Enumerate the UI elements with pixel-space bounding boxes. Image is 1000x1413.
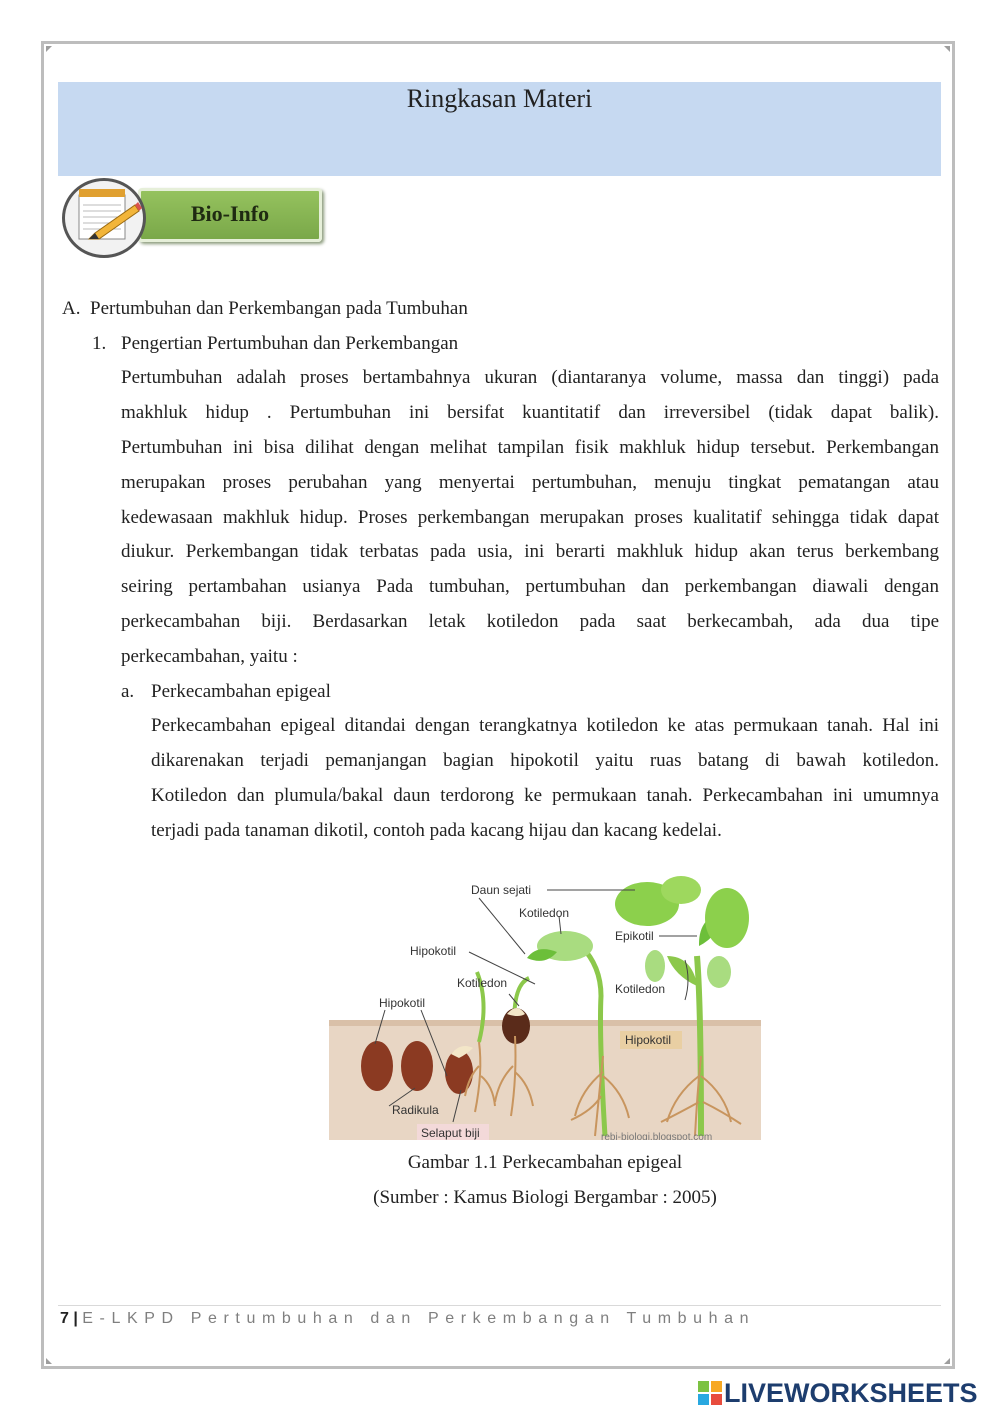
corner-mark — [944, 1358, 950, 1364]
label-daun-sejati: Daun sejati — [471, 883, 532, 897]
paragraph-line: diukur. Perkembangan tidak terbatas pada usia, ini berarti makhluk hidup akan terus berkembang — [121, 541, 939, 562]
label-hipokotil-left: Hipokotil — [379, 996, 426, 1010]
sub-heading-marker: 1. — [92, 333, 107, 354]
paragraph-line: seiring pertambahan usianya Pada tumbuhan, pertumbuhan dan perkembangan diawali dengan — [121, 576, 939, 597]
label-kotiledon-top: Kotiledon — [519, 906, 570, 920]
paragraph-line: perkecambahan biji. Berdasarkan letak kotiledon pada saat berkecambah, ada dua tipe — [121, 611, 939, 632]
figure-caption: Gambar 1.1 Perkecambahan epigeal — [407, 1152, 683, 1173]
figure-source: (Sumber : Kamus Biologi Bergambar : 2005) — [373, 1187, 717, 1208]
item-heading: Perkecambahan epigeal — [151, 681, 331, 702]
label-hipokotil-right: Hipokotil — [625, 1033, 672, 1047]
corner-mark — [46, 46, 52, 52]
item-line: dikarenakan terjadi pemanjangan bagian hipokotil yaitu ruas batang di bawah kotiledon. — [151, 750, 939, 771]
paragraph-line: makhluk hidup . Pertumbuhan ini bersifat kuantitatif dan irreversibel (tidak dapat balik). — [121, 402, 939, 423]
paragraph-line: kedewasaan makhluk hidup. Proses perkembangan merupakan proses kualitatif sehingga tidak dapat — [121, 507, 939, 528]
label-kotiledon-mid: Kotiledon — [457, 976, 508, 990]
epigeal-germination-figure — [329, 876, 761, 1140]
item-marker: a. — [121, 681, 135, 702]
footer-title: E-LKPD Pertumbuhan dan Perkembangan Tumbuhan — [82, 1310, 756, 1327]
bio-info-label-box — [138, 188, 322, 242]
sub-heading: Pengertian Pertumbuhan dan Perkembangan — [121, 333, 459, 354]
bio-info-label: Bio-Info — [190, 201, 270, 226]
label-radikula: Radikula — [392, 1103, 439, 1117]
paragraph-line: merupakan proses perubahan yang menyertai pertumbuhan, menuju tingkat pematangan atau — [121, 472, 939, 493]
paragraph-line: Pertumbuhan adalah proses bertambahnya ukuran (diantaranya volume, massa dan tinggi) pada — [121, 367, 939, 388]
section-heading-marker: A. — [62, 298, 81, 319]
footer-divider — [58, 1305, 941, 1306]
label-hipokotil-mid: Hipokotil — [410, 944, 457, 958]
section-heading: Pertumbuhan dan Perkembangan pada Tumbuhan — [90, 298, 468, 319]
liveworksheets-brand — [698, 1378, 978, 1410]
summary-header — [58, 82, 941, 176]
page-number: 7 | — [60, 1310, 78, 1327]
corner-mark — [46, 1358, 52, 1364]
figure-watermark: rebi-biologi.blogspot.com — [601, 1132, 713, 1140]
label-epikotil: Epikotil — [615, 929, 654, 943]
label-selaput-biji: Selaput biji — [421, 1126, 480, 1140]
page-footer — [60, 1310, 755, 1328]
liveworksheets-name: LIVEWORKSHEETS — [724, 1378, 978, 1408]
corner-mark — [944, 46, 950, 52]
liveworksheets-logo-icon — [698, 1381, 722, 1405]
seed-stage-1 — [361, 1041, 393, 1091]
label-kotiledon-right: Kotiledon — [615, 982, 666, 996]
paragraph-line: perkecambahan, yaitu : — [121, 646, 298, 667]
page-title: Ringkasan Materi — [406, 84, 593, 113]
bio-info-banner — [62, 178, 332, 263]
seed-stage-2 — [401, 1041, 433, 1091]
item-line: Kotiledon dan plumula/bakal daun terdorong ke permukaan tanah. Perkecambahan ini umumnya — [151, 785, 939, 806]
item-line: terjadi pada tanaman dikotil, contoh pada kacang hijau dan kacang kedelai. — [151, 820, 722, 841]
paragraph-line: Pertumbuhan ini bisa dilihat dengan melihat tampilan fisik makhluk hidup tersebut. Perkembangan — [121, 437, 939, 458]
notepad-pencil-icon — [62, 178, 146, 258]
item-line: Perkecambahan epigeal ditandai dengan terangkatnya kotiledon ke atas permukaan tanah. Hal ini — [151, 715, 939, 736]
